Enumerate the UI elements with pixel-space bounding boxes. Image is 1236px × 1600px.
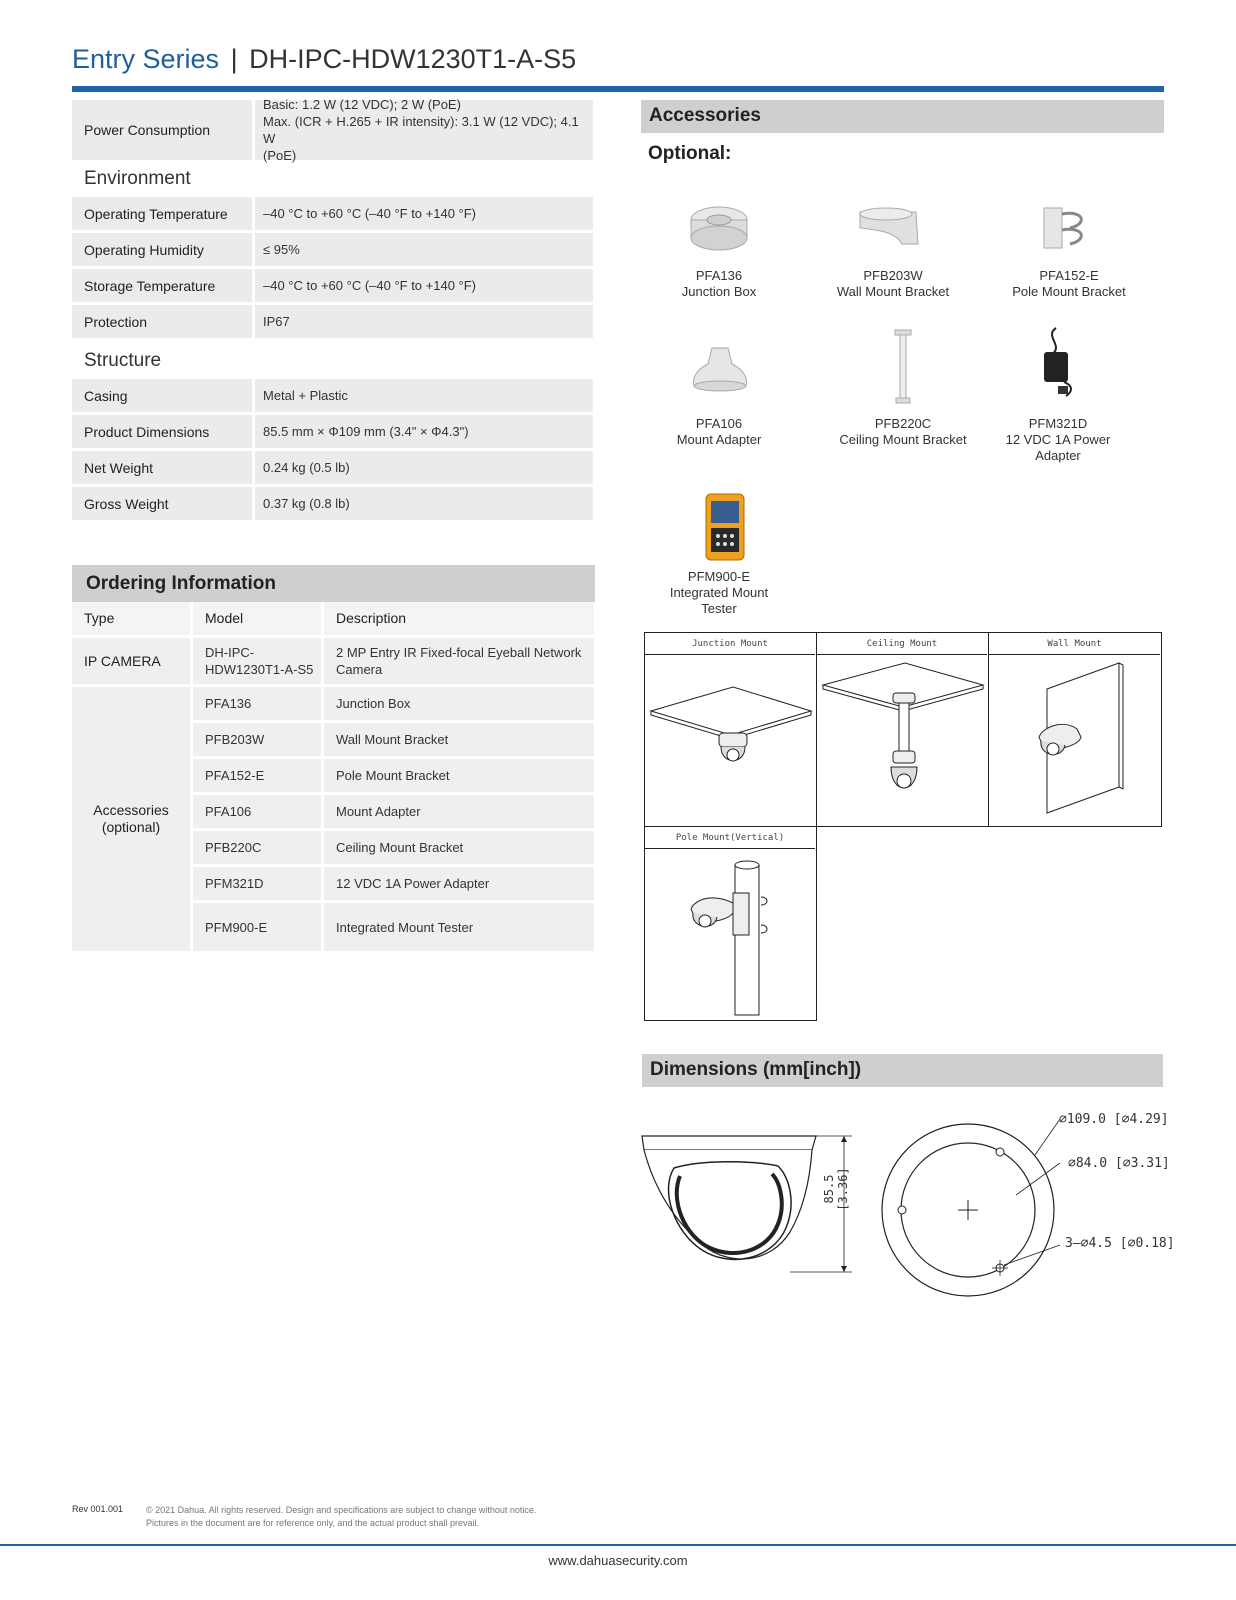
wall-mount-drawing bbox=[993, 659, 1157, 825]
order-type-camera: IP CAMERA bbox=[72, 638, 190, 684]
copyright-notice bbox=[146, 1504, 536, 1530]
type-line: Accessories bbox=[93, 802, 169, 818]
model-line: HDW1230T1-A-S5 bbox=[205, 662, 314, 677]
spec-label: Operating Humidity bbox=[72, 233, 255, 266]
spec-value: 85.5 mm × Φ109 mm (3.4" × Φ4.3") bbox=[263, 424, 469, 439]
power-value-line: Basic: 1.2 W (12 VDC); 2 W (PoE) bbox=[263, 97, 461, 112]
accessory-caption bbox=[978, 416, 1138, 464]
accessory-caption bbox=[644, 268, 794, 300]
title-separator: | bbox=[230, 44, 238, 74]
accessory-name: Junction Box bbox=[681, 284, 757, 299]
mount-label: Ceiling Mount bbox=[817, 633, 987, 655]
order-acc-model: PFA152-E bbox=[193, 759, 321, 792]
power-value-line: Max. (ICR + H.265 + IR intensity): 3.1 W (12 VDC); 4.1 W bbox=[263, 114, 579, 146]
spec-label: Net Weight bbox=[72, 451, 255, 484]
accessory-caption bbox=[813, 268, 973, 300]
accessory-name: Ceiling Mount Bracket bbox=[839, 432, 967, 447]
junction-box-icon bbox=[688, 200, 750, 256]
spec-label: Protection bbox=[72, 305, 255, 338]
spec-value: Metal + Plastic bbox=[263, 388, 348, 403]
accessory-model: PFA152-E bbox=[1039, 268, 1099, 283]
series-name: Entry Series bbox=[72, 44, 220, 74]
ceiling-mount-diagram bbox=[816, 632, 989, 827]
spec-row bbox=[72, 451, 593, 484]
accessory-name: Mount Adapter bbox=[676, 432, 762, 447]
order-acc-model: PFB220C bbox=[193, 831, 321, 864]
junction-mount-diagram bbox=[644, 632, 817, 827]
power-adapter-icon bbox=[1034, 326, 1080, 398]
ordering-title: Ordering Information bbox=[72, 565, 595, 602]
optional-label: Optional: bbox=[648, 143, 732, 164]
accessory-caption bbox=[823, 416, 983, 448]
footer-divider bbox=[0, 1544, 1236, 1546]
dimensions-title: Dimensions (mm[inch]) bbox=[642, 1054, 1163, 1087]
accessory-caption bbox=[989, 268, 1149, 300]
order-acc-desc: Ceiling Mount Bracket bbox=[324, 831, 594, 864]
section-structure: Structure bbox=[84, 350, 162, 371]
junction-mount-drawing bbox=[649, 683, 813, 803]
order-type-accessories bbox=[72, 687, 190, 951]
accessory-name: Wall Mount Bracket bbox=[836, 284, 950, 299]
pole-mount-diagram bbox=[644, 826, 817, 1021]
spec-row-power bbox=[72, 97, 593, 163]
wall-mount-diagram bbox=[988, 632, 1162, 827]
accessory-model: PFB220C bbox=[874, 416, 932, 431]
order-acc-desc: Pole Mount Bracket bbox=[324, 759, 594, 792]
spec-value: –40 °C to +60 °C (–40 °F to +140 °F) bbox=[263, 278, 477, 293]
copyright-line: © 2021 Dahua. All rights reserved. Design and specifications are subject to change without notice. bbox=[146, 1505, 537, 1515]
spec-value: 0.37 kg (0.8 lb) bbox=[263, 496, 350, 511]
accessory-caption bbox=[644, 416, 794, 448]
ceiling-mount-bracket-icon bbox=[892, 328, 914, 406]
order-acc-model: PFA106 bbox=[193, 795, 321, 828]
order-acc-desc: 12 VDC 1A Power Adapter bbox=[324, 867, 594, 900]
spec-value: IP67 bbox=[263, 314, 290, 329]
spec-value: –40 °C to +60 °C (–40 °F to +140 °F) bbox=[263, 206, 477, 221]
accessory-model: PFA136 bbox=[695, 268, 743, 283]
mount-label: Junction Mount bbox=[645, 633, 815, 655]
order-acc-model: PFM321D bbox=[193, 867, 321, 900]
spec-label: Storage Temperature bbox=[72, 269, 255, 302]
accessory-model: PFM900-E bbox=[687, 569, 751, 584]
mount-adapter-icon bbox=[690, 342, 750, 394]
accessory-name: Adapter bbox=[1035, 448, 1081, 463]
title-underline bbox=[72, 86, 1164, 92]
order-acc-desc: Mount Adapter bbox=[324, 795, 594, 828]
pole-mount-drawing bbox=[649, 853, 813, 1019]
model-line: DH-IPC- bbox=[205, 645, 255, 660]
accessory-model: PFM321D bbox=[1028, 416, 1088, 431]
mount-label: Pole Mount(Vertical) bbox=[645, 827, 815, 849]
pole-mount-bracket-icon bbox=[1040, 202, 1092, 252]
order-acc-desc: Wall Mount Bracket bbox=[324, 723, 594, 756]
spec-row bbox=[72, 269, 593, 302]
inner-diameter-label: ⌀84.0 [⌀3.31] bbox=[1068, 1156, 1170, 1171]
spec-row bbox=[72, 415, 593, 448]
mount-tester-icon bbox=[702, 492, 748, 564]
spec-value: ≤ 95% bbox=[263, 242, 300, 257]
mount-label: Wall Mount bbox=[989, 633, 1160, 655]
accessory-name: Tester bbox=[701, 601, 737, 616]
order-header-description: Description bbox=[324, 602, 594, 635]
spec-label: Operating Temperature bbox=[72, 197, 255, 230]
spec-value bbox=[255, 97, 593, 163]
page-title bbox=[72, 44, 576, 75]
model-name: DH-IPC-HDW1230T1-A-S5 bbox=[249, 44, 577, 74]
spec-row bbox=[72, 197, 593, 230]
accessory-name: 12 VDC 1A Power bbox=[1005, 432, 1111, 447]
ceiling-mount-drawing bbox=[821, 659, 985, 825]
order-header-type: Type bbox=[72, 602, 190, 635]
copyright-line: Pictures in the document are for reference only, and the actual product shall prevail. bbox=[146, 1518, 480, 1528]
revision-label: Rev 001.001 bbox=[72, 1504, 124, 1514]
spec-row bbox=[72, 305, 593, 338]
spec-row bbox=[72, 487, 593, 520]
spec-label: Casing bbox=[72, 379, 255, 412]
order-model-camera bbox=[193, 638, 321, 684]
type-line: (optional) bbox=[101, 819, 161, 835]
desc-line: Camera bbox=[336, 662, 383, 677]
wall-mount-bracket-icon bbox=[856, 204, 926, 252]
spec-label: Power Consumption bbox=[72, 100, 255, 160]
desc-line: 2 MP Entry IR Fixed-focal Eyeball Network bbox=[336, 645, 582, 660]
outer-diameter-label: ⌀109.0 [⌀4.29] bbox=[1059, 1112, 1169, 1127]
accessory-caption bbox=[644, 569, 794, 617]
accessory-name: Pole Mount Bracket bbox=[1012, 284, 1126, 299]
height-dimension-label: 85.5 [3.36] bbox=[822, 1167, 850, 1211]
order-acc-desc: Integrated Mount Tester bbox=[324, 903, 594, 951]
order-acc-model: PFA136 bbox=[193, 687, 321, 720]
accessory-model: PFA106 bbox=[695, 416, 743, 431]
website-link[interactable]: www.dahuasecurity.com bbox=[548, 1553, 688, 1568]
spec-value: 0.24 kg (0.5 lb) bbox=[263, 460, 350, 475]
order-desc-camera bbox=[324, 638, 594, 684]
top-view-drawing bbox=[880, 1115, 1080, 1305]
accessories-title: Accessories bbox=[641, 100, 1164, 133]
spec-row bbox=[72, 379, 593, 412]
accessory-name: Integrated Mount bbox=[669, 585, 769, 600]
spec-row bbox=[72, 233, 593, 266]
accessory-model: PFB203W bbox=[863, 268, 923, 283]
section-environment: Environment bbox=[84, 168, 191, 189]
spec-label: Gross Weight bbox=[72, 487, 255, 520]
mounting-holes-label: 3–⌀4.5 [⌀0.18] bbox=[1065, 1236, 1175, 1251]
order-header-model: Model bbox=[193, 602, 321, 635]
power-value-line: (PoE) bbox=[263, 148, 297, 163]
order-acc-desc: Junction Box bbox=[324, 687, 594, 720]
spec-label: Product Dimensions bbox=[72, 415, 255, 448]
order-acc-model: PFM900-E bbox=[193, 903, 321, 951]
order-acc-model: PFB203W bbox=[193, 723, 321, 756]
